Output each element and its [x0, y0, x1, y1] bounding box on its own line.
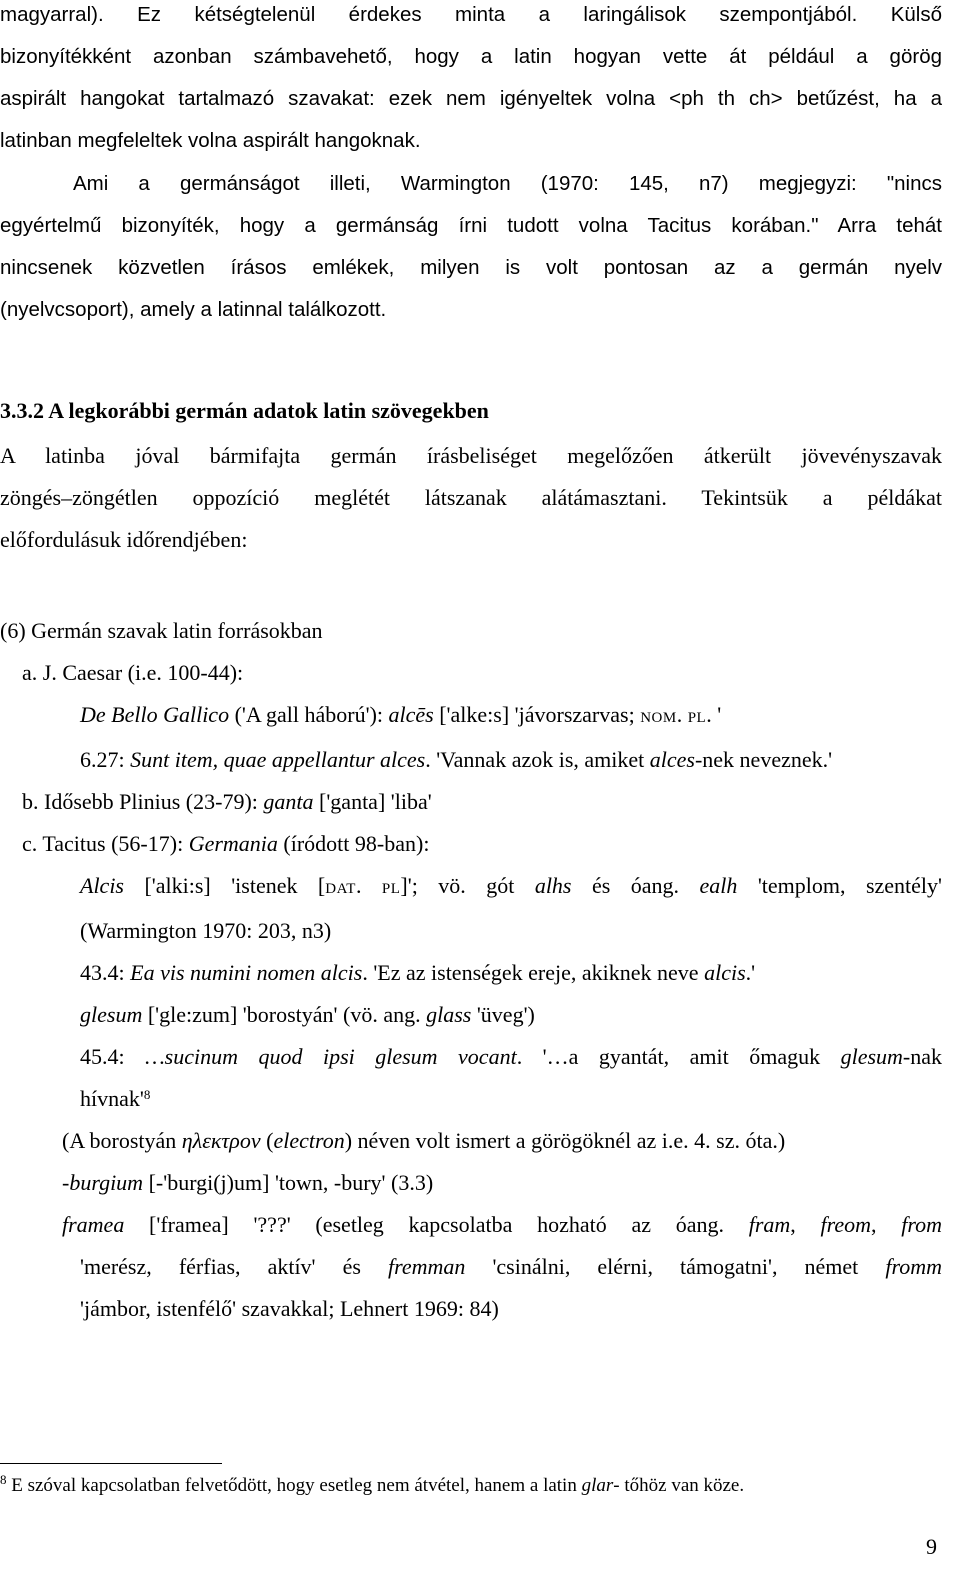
text: -: [62, 1170, 70, 1195]
italic-text: De Bello Gallico: [80, 702, 230, 727]
text: . '…a gyantát, amit őmaguk: [516, 1044, 841, 1069]
italic-text: Sunt item, quae appellantur alces: [130, 747, 426, 772]
text: 'üveg'): [471, 1002, 535, 1027]
italic-text: glesum: [840, 1044, 903, 1069]
greek-text: ηλεκτρον: [181, 1128, 261, 1153]
example-list: [0, 610, 942, 1330]
italic-text: alhs: [534, 873, 572, 898]
paragraph-loanwords: [0, 435, 942, 561]
italic-text: Ea vis numini nomen alcis: [130, 960, 363, 985]
text: (: [260, 1128, 274, 1153]
italic-text: burgium: [69, 1170, 144, 1195]
italic-text: electron: [273, 1128, 345, 1153]
footnote-ref[interactable]: 8: [143, 1087, 151, 1102]
example-c-line5: [0, 1120, 942, 1162]
example-b: [0, 781, 942, 823]
text: ) néven volt ismert a görögöknél az i.e. 4. sz. óta.): [344, 1128, 786, 1153]
section-heading: 3.3.2 A legkorábbi germán adatok latin szövegekben: [0, 398, 489, 423]
example-c-label: [0, 823, 942, 865]
gloss: PL: [381, 881, 401, 897]
text-line: bizonyítékként azonban számbavehető, hogy a latin hogyan vette át például a görög: [0, 45, 942, 68]
footnote: [0, 1466, 744, 1506]
text: ['ganta] 'liba': [313, 789, 432, 814]
text: -nek neveznek.': [694, 747, 833, 772]
italic-text: alcis: [704, 960, 746, 985]
italic-text: from: [901, 1212, 943, 1237]
text: 43.4:: [80, 960, 131, 985]
text: 45.4:: [80, 1044, 146, 1069]
footnote-rule: [0, 1463, 222, 1464]
text-line: A latinba jóval bármifajta germán írásbeliséget megelőzően átkerült jövevényszavak: [0, 443, 942, 468]
page-number: 9: [926, 1534, 937, 1559]
gloss: NOM: [640, 710, 677, 726]
italic-text: Germania: [188, 831, 278, 856]
text: . ': [706, 702, 722, 727]
italic-text: freom: [820, 1212, 872, 1237]
example-c-line2: [0, 952, 942, 994]
example-a-line2: [0, 739, 942, 781]
italic-text: fram: [748, 1212, 791, 1237]
example-c-line7b: [0, 1246, 942, 1288]
text: -nak: [902, 1044, 942, 1069]
text: ['gle:zum] 'borostyán' (vö. ang.: [142, 1002, 427, 1027]
text: 'templom, szentély': [737, 873, 942, 898]
text-line: latinban megfeleltek volna aspirált hangoknak.: [0, 129, 421, 152]
italic-text: …sucinum quod ipsi glesum vocant: [145, 1044, 517, 1069]
example-c-line1: Alcis ['alki:s] 'istenek [DAT. PL]'; vö. gót alhs és óang. ealh 'templom, szentély': [80, 873, 942, 898]
text-line: Ami a germánságot illeti, Warmington (1970: 145, n7) megjegyzi: "nincs: [73, 172, 942, 195]
italic-text: framea: [62, 1212, 125, 1237]
text: - tőhöz van köze.: [613, 1475, 745, 1496]
text-line: aspirált hangokat tartalmazó szavakat: ezek nem igényeltek volna <ph th ch> betűzést, ha a: [0, 87, 942, 110]
text-line: előfordulásuk időrendjében:: [0, 527, 248, 552]
text: . 'Vannak azok is, amiket: [425, 747, 650, 772]
text: 'merész, férfias, aktív' és: [80, 1254, 388, 1279]
text: ]'; vö. gót: [400, 873, 535, 898]
text: . 'Ez az istenségek ereje, akiknek neve: [362, 960, 705, 985]
example-title: (6) Germán szavak latin forrásokban: [0, 618, 323, 643]
italic-text: fremman: [387, 1254, 466, 1279]
example-c-line7: [0, 1204, 942, 1246]
text: 6.27:: [80, 747, 131, 772]
text: (íródott 98-ban):: [277, 831, 430, 856]
text: ,: [790, 1212, 821, 1237]
example-c-line7c: 'jámbor, istenfélő' szavakkal; Lehnert 1969: 84): [80, 1296, 499, 1321]
paragraph-laryngeal: [0, 0, 942, 162]
text: és óang.: [571, 873, 700, 898]
italic-text: glar: [581, 1475, 614, 1496]
example-a-line1: De Bello Gallico ('A gall háború'): alcēs ['alke:s] 'jávorszarvas; NOM. PL. ': [80, 702, 722, 727]
italic-text: glesum: [80, 1002, 143, 1027]
example-c-line4-cont: [0, 1078, 942, 1120]
text: c. Tacitus (56-17):: [22, 831, 189, 856]
example-c-line3: [0, 994, 942, 1036]
text: ['alki:s] 'istenek [: [124, 873, 326, 898]
text-line: egyértelmű bizonyíték, hogy a germánság írni tudott volna Tacitus korában." Arra tehát: [0, 214, 942, 237]
footnote-marker: 8: [0, 1472, 7, 1487]
text: .': [745, 960, 756, 985]
text-line: nincsenek közvetlen írásos emlékek, milyen is volt pontosan az a germán nyelv: [0, 256, 942, 279]
text: ['framea] '???' (esetleg kapcsolatba hozható az óang.: [124, 1212, 749, 1237]
text: 'csinálni, elérni, támogatni', német: [465, 1254, 886, 1279]
text: ['alke:s] 'jávorszarvas;: [433, 702, 641, 727]
text: (A borostyán: [62, 1128, 182, 1153]
text-line: (nyelvcsoport), amely a latinnal találkozott.: [0, 298, 387, 321]
italic-text: glass: [426, 1002, 472, 1027]
text: hívnak': [80, 1086, 144, 1111]
text-line: magyarral). Ez kétségtelenül érdekes minta a laringálisok szempontjából. Külső: [0, 3, 942, 26]
text: b. Idősebb Plinius (23-79):: [22, 789, 264, 814]
italic-text: ealh: [699, 873, 738, 898]
example-c-line4: [0, 1036, 942, 1078]
example-c-line6: [0, 1162, 942, 1204]
gloss: DAT: [325, 881, 356, 897]
text: ,: [871, 1212, 902, 1237]
text-line: zöngés–zöngétlen oppozíció meglétét látszanak alátámasztani. Tekintsük a példákat: [0, 485, 942, 510]
text: E szóval kapcsolatban felvetődött, hogy esetleg nem átvétel, hanem a latin: [6, 1475, 582, 1496]
italic-text: ganta: [263, 789, 314, 814]
paragraph-germanic: [0, 163, 942, 331]
italic-text: fromm: [885, 1254, 942, 1279]
example-c-line1-cont: (Warmington 1970: 203, n3): [80, 918, 332, 943]
gloss: PL: [687, 710, 707, 726]
example-a-label: a. J. Caesar (i.e. 100-44):: [22, 660, 244, 685]
italic-text: alcēs: [388, 702, 434, 727]
text: ('A gall háború'):: [229, 702, 389, 727]
text: [-'burgi(j)um] 'town, -bury' (3.3): [143, 1170, 434, 1195]
italic-text: alces: [649, 747, 695, 772]
italic-text: Alcis: [80, 873, 124, 898]
